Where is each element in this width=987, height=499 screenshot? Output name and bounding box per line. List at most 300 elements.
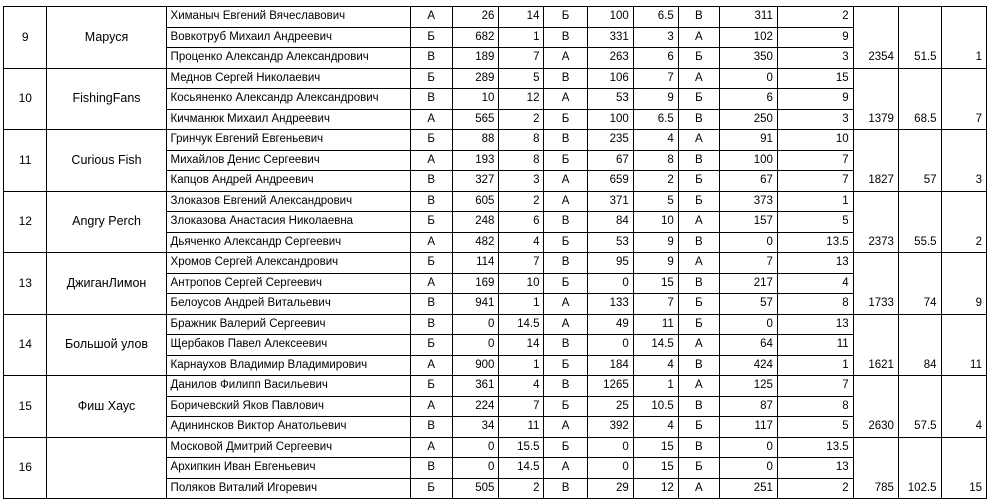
- sector-1: В: [410, 314, 452, 335]
- weight-3: 0: [720, 458, 778, 479]
- sector-3: Б: [678, 417, 719, 438]
- score-3: 4: [777, 273, 853, 294]
- weight-3: 91: [720, 130, 778, 151]
- weight-3: 67: [720, 171, 778, 192]
- weight-3: 0: [720, 232, 778, 253]
- participant-name: Данилов Филипп Васильевич: [166, 376, 410, 397]
- team-total-blank: [853, 314, 898, 335]
- team-name: Большой улов: [47, 314, 166, 376]
- team-name: ДжиганЛимон: [47, 253, 166, 315]
- score-2: 6.5: [633, 109, 678, 130]
- weight-3: 0: [720, 68, 778, 89]
- sector-2: Б: [544, 273, 587, 294]
- sector-3: В: [678, 7, 719, 28]
- weight-2: 106: [587, 68, 633, 89]
- weight-2: 371: [587, 191, 633, 212]
- results-body: [4, 7, 987, 499]
- sector-1: А: [410, 355, 452, 376]
- score-2: 14.5: [633, 335, 678, 356]
- weight-3: 100: [720, 150, 778, 171]
- team-place-blank: [941, 335, 986, 356]
- team-name: Angry Perch: [47, 191, 166, 253]
- score-2: 9: [633, 253, 678, 274]
- participant-name: Меднов Сергей Николаевич: [166, 68, 410, 89]
- table-row: [4, 7, 987, 28]
- participant-name: Злоказов Евгений Александрович: [166, 191, 410, 212]
- score-1: 1: [499, 294, 544, 315]
- participant-name: Карнаухов Владимир Владимирович: [166, 355, 410, 376]
- weight-2: 184: [587, 355, 633, 376]
- team-points-blank: [898, 376, 941, 397]
- team-place: 4: [941, 417, 986, 438]
- participant-name: Злоказова Анастасия Николаевна: [166, 212, 410, 233]
- team-points: 84: [898, 355, 941, 376]
- sector-3: Б: [678, 191, 719, 212]
- score-2: 10: [633, 212, 678, 233]
- weight-1: 0: [452, 314, 499, 335]
- weight-3: 87: [720, 396, 778, 417]
- weight-2: 0: [587, 335, 633, 356]
- table-row: [4, 376, 987, 397]
- team-total-blank: [853, 458, 898, 479]
- weight-1: 193: [452, 150, 499, 171]
- team-points: 51.5: [898, 48, 941, 69]
- weight-1: 289: [452, 68, 499, 89]
- team-number: 13: [4, 253, 47, 315]
- team-place-blank: [941, 191, 986, 212]
- sector-2: В: [544, 130, 587, 151]
- team-total-blank: [853, 376, 898, 397]
- team-name: Фиш Хаус: [47, 376, 166, 438]
- score-2: 7: [633, 68, 678, 89]
- sector-1: В: [410, 294, 452, 315]
- team-points: 102.5: [898, 478, 941, 499]
- team-name: Curious Fish: [47, 130, 166, 192]
- weight-1: 682: [452, 27, 499, 48]
- weight-1: 88: [452, 130, 499, 151]
- score-1: 12: [499, 89, 544, 110]
- sector-3: Б: [678, 171, 719, 192]
- participant-name: Щербаков Павел Алексеевич: [166, 335, 410, 356]
- weight-3: 157: [720, 212, 778, 233]
- team-number: 9: [4, 7, 47, 69]
- weight-2: 49: [587, 314, 633, 335]
- weight-2: 100: [587, 109, 633, 130]
- team-points-blank: [898, 396, 941, 417]
- sector-2: В: [544, 335, 587, 356]
- sector-2: А: [544, 294, 587, 315]
- weight-3: 0: [720, 437, 778, 458]
- weight-3: 251: [720, 478, 778, 499]
- sector-2: Б: [544, 355, 587, 376]
- weight-2: 95: [587, 253, 633, 274]
- team-number: 10: [4, 68, 47, 130]
- score-2: 15: [633, 437, 678, 458]
- weight-2: 25: [587, 396, 633, 417]
- weight-3: 7: [720, 253, 778, 274]
- team-place: 1: [941, 48, 986, 69]
- weight-2: 53: [587, 232, 633, 253]
- score-3: 8: [777, 396, 853, 417]
- sector-3: В: [678, 150, 719, 171]
- sector-1: А: [410, 437, 452, 458]
- team-points-blank: [898, 27, 941, 48]
- team-place-blank: [941, 253, 986, 274]
- score-2: 3: [633, 27, 678, 48]
- score-3: 8: [777, 294, 853, 315]
- score-3: 2: [777, 7, 853, 28]
- weight-2: 392: [587, 417, 633, 438]
- score-1: 8: [499, 150, 544, 171]
- score-1: 11: [499, 417, 544, 438]
- team-points-blank: [898, 437, 941, 458]
- team-points-blank: [898, 150, 941, 171]
- score-2: 10.5: [633, 396, 678, 417]
- sector-1: А: [410, 396, 452, 417]
- score-1: 1: [499, 27, 544, 48]
- team-place-blank: [941, 68, 986, 89]
- score-1: 2: [499, 109, 544, 130]
- team-total-weight: 1733: [853, 294, 898, 315]
- team-total-weight: 2373: [853, 232, 898, 253]
- sector-3: Б: [678, 314, 719, 335]
- team-total-weight: 2630: [853, 417, 898, 438]
- sector-3: Б: [678, 89, 719, 110]
- sector-3: А: [678, 27, 719, 48]
- team-total-weight: 785: [853, 478, 898, 499]
- team-place: 15: [941, 478, 986, 499]
- sector-2: В: [544, 212, 587, 233]
- score-2: 11: [633, 314, 678, 335]
- team-total-weight: 1827: [853, 171, 898, 192]
- team-total-blank: [853, 396, 898, 417]
- team-place: 7: [941, 109, 986, 130]
- weight-1: 0: [452, 458, 499, 479]
- team-total-blank: [853, 27, 898, 48]
- sector-2: А: [544, 191, 587, 212]
- team-place-blank: [941, 458, 986, 479]
- score-3: 13: [777, 314, 853, 335]
- sector-1: В: [410, 171, 452, 192]
- team-place-blank: [941, 314, 986, 335]
- sector-3: А: [678, 68, 719, 89]
- score-2: 4: [633, 130, 678, 151]
- team-points: 55.5: [898, 232, 941, 253]
- team-points-blank: [898, 314, 941, 335]
- score-3: 3: [777, 109, 853, 130]
- participant-name: Боричевский Яков Павлович: [166, 396, 410, 417]
- weight-1: 0: [452, 335, 499, 356]
- weight-3: 311: [720, 7, 778, 28]
- sector-3: В: [678, 437, 719, 458]
- team-points-blank: [898, 130, 941, 151]
- team-place-blank: [941, 7, 986, 28]
- score-1: 4: [499, 232, 544, 253]
- weight-1: 34: [452, 417, 499, 438]
- score-2: 6: [633, 48, 678, 69]
- score-3: 10: [777, 130, 853, 151]
- sector-2: Б: [544, 109, 587, 130]
- weight-2: 1265: [587, 376, 633, 397]
- weight-3: 102: [720, 27, 778, 48]
- team-total-blank: [853, 273, 898, 294]
- sector-1: В: [410, 89, 452, 110]
- score-1: 14: [499, 335, 544, 356]
- score-2: 1: [633, 376, 678, 397]
- sector-2: В: [544, 376, 587, 397]
- team-total-blank: [853, 130, 898, 151]
- sector-3: А: [678, 253, 719, 274]
- weight-1: 114: [452, 253, 499, 274]
- score-3: 5: [777, 212, 853, 233]
- weight-2: 67: [587, 150, 633, 171]
- score-2: 7: [633, 294, 678, 315]
- score-2: 5: [633, 191, 678, 212]
- weight-2: 133: [587, 294, 633, 315]
- sector-2: А: [544, 458, 587, 479]
- weight-3: 250: [720, 109, 778, 130]
- team-place: 3: [941, 171, 986, 192]
- participant-name: Антропов Сергей Сергеевич: [166, 273, 410, 294]
- weight-1: 0: [452, 437, 499, 458]
- sector-3: В: [678, 355, 719, 376]
- score-1: 4: [499, 376, 544, 397]
- participant-name: Косьяненко Александр Александрович: [166, 89, 410, 110]
- weight-2: 53: [587, 89, 633, 110]
- score-2: 15: [633, 273, 678, 294]
- weight-2: 331: [587, 27, 633, 48]
- sector-3: Б: [678, 458, 719, 479]
- score-3: 13: [777, 458, 853, 479]
- participant-name: Кичманюк Михаил Андреевич: [166, 109, 410, 130]
- score-2: 4: [633, 417, 678, 438]
- weight-3: 373: [720, 191, 778, 212]
- score-1: 10: [499, 273, 544, 294]
- score-2: 9: [633, 232, 678, 253]
- team-points-blank: [898, 253, 941, 274]
- team-points: 74: [898, 294, 941, 315]
- weight-2: 84: [587, 212, 633, 233]
- sector-1: Б: [410, 335, 452, 356]
- team-total-blank: [853, 68, 898, 89]
- weight-2: 0: [587, 273, 633, 294]
- sector-3: А: [678, 478, 719, 499]
- weight-1: 10: [452, 89, 499, 110]
- weight-1: 565: [452, 109, 499, 130]
- score-3: 1: [777, 191, 853, 212]
- score-2: 15: [633, 458, 678, 479]
- table-row: [4, 314, 987, 335]
- score-1: 14: [499, 7, 544, 28]
- sector-1: В: [410, 191, 452, 212]
- score-1: 2: [499, 191, 544, 212]
- team-place-blank: [941, 212, 986, 233]
- score-3: 7: [777, 150, 853, 171]
- score-1: 1: [499, 355, 544, 376]
- sector-2: Б: [544, 437, 587, 458]
- weight-3: 350: [720, 48, 778, 69]
- score-3: 11: [777, 335, 853, 356]
- team-points-blank: [898, 191, 941, 212]
- score-3: 9: [777, 27, 853, 48]
- sector-1: А: [410, 232, 452, 253]
- team-total-weight: 1379: [853, 109, 898, 130]
- participant-name: Капцов Андрей Андреевич: [166, 171, 410, 192]
- score-3: 1: [777, 355, 853, 376]
- team-place-blank: [941, 396, 986, 417]
- weight-2: 0: [587, 437, 633, 458]
- score-3: 3: [777, 48, 853, 69]
- score-3: 7: [777, 171, 853, 192]
- participant-name: Михайлов Денис Сергеевич: [166, 150, 410, 171]
- team-total-weight: 2354: [853, 48, 898, 69]
- team-points-blank: [898, 335, 941, 356]
- weight-1: 224: [452, 396, 499, 417]
- participant-name: Гринчук Евгений Евгеньевич: [166, 130, 410, 151]
- score-1: 8: [499, 130, 544, 151]
- score-1: 15.5: [499, 437, 544, 458]
- sector-2: В: [544, 27, 587, 48]
- team-place-blank: [941, 89, 986, 110]
- weight-2: 0: [587, 458, 633, 479]
- score-3: 13: [777, 253, 853, 274]
- team-place-blank: [941, 27, 986, 48]
- score-3: 5: [777, 417, 853, 438]
- team-number: 15: [4, 376, 47, 438]
- score-1: 5: [499, 68, 544, 89]
- participant-name: Химаныч Евгений Вячеславович: [166, 7, 410, 28]
- score-1: 6: [499, 212, 544, 233]
- sector-1: Б: [410, 212, 452, 233]
- results-table: [3, 6, 987, 499]
- sector-1: В: [410, 458, 452, 479]
- weight-1: 900: [452, 355, 499, 376]
- sector-3: А: [678, 376, 719, 397]
- score-2: 2: [633, 171, 678, 192]
- team-number: 16: [4, 437, 47, 499]
- score-2: 12: [633, 478, 678, 499]
- team-points-blank: [898, 458, 941, 479]
- score-3: 7: [777, 376, 853, 397]
- team-points-blank: [898, 212, 941, 233]
- sector-3: А: [678, 130, 719, 151]
- sector-1: А: [410, 150, 452, 171]
- score-1: 7: [499, 396, 544, 417]
- score-3: 15: [777, 68, 853, 89]
- sector-3: В: [678, 232, 719, 253]
- team-points: 57: [898, 171, 941, 192]
- sector-2: А: [544, 171, 587, 192]
- sector-2: В: [544, 253, 587, 274]
- team-total-blank: [853, 191, 898, 212]
- sector-2: А: [544, 417, 587, 438]
- table-row: [4, 68, 987, 89]
- weight-1: 361: [452, 376, 499, 397]
- team-points-blank: [898, 89, 941, 110]
- weight-3: 424: [720, 355, 778, 376]
- participant-name: Проценко Александр Александрович: [166, 48, 410, 69]
- team-place-blank: [941, 273, 986, 294]
- sector-2: В: [544, 68, 587, 89]
- score-1: 7: [499, 48, 544, 69]
- team-points-blank: [898, 68, 941, 89]
- weight-1: 941: [452, 294, 499, 315]
- sector-3: В: [678, 273, 719, 294]
- participant-name: Бражник Валерий Сергеевич: [166, 314, 410, 335]
- weight-2: 263: [587, 48, 633, 69]
- weight-2: 659: [587, 171, 633, 192]
- table-row: [4, 191, 987, 212]
- sector-1: А: [410, 273, 452, 294]
- weight-1: 248: [452, 212, 499, 233]
- sector-3: Б: [678, 294, 719, 315]
- team-number: 12: [4, 191, 47, 253]
- participant-name: Адининсков Виктор Анатольевич: [166, 417, 410, 438]
- team-place-blank: [941, 437, 986, 458]
- sector-1: Б: [410, 68, 452, 89]
- weight-3: 125: [720, 376, 778, 397]
- sector-1: Б: [410, 478, 452, 499]
- sector-3: Б: [678, 48, 719, 69]
- sector-1: Б: [410, 27, 452, 48]
- team-total-weight: 1621: [853, 355, 898, 376]
- weight-3: 217: [720, 273, 778, 294]
- team-total-blank: [853, 335, 898, 356]
- sector-2: Б: [544, 396, 587, 417]
- team-place: 9: [941, 294, 986, 315]
- participant-name: Московой Дмитрий Сергеевич: [166, 437, 410, 458]
- sector-1: Б: [410, 376, 452, 397]
- team-place: 2: [941, 232, 986, 253]
- sector-2: Б: [544, 150, 587, 171]
- table-row: [4, 130, 987, 151]
- score-1: 7: [499, 253, 544, 274]
- score-2: 9: [633, 89, 678, 110]
- sector-2: А: [544, 89, 587, 110]
- weight-3: 57: [720, 294, 778, 315]
- weight-1: 605: [452, 191, 499, 212]
- weight-1: 505: [452, 478, 499, 499]
- sector-3: В: [678, 396, 719, 417]
- team-number: 14: [4, 314, 47, 376]
- score-3: 9: [777, 89, 853, 110]
- sector-1: Б: [410, 130, 452, 151]
- team-points: 57.5: [898, 417, 941, 438]
- weight-1: 169: [452, 273, 499, 294]
- sector-2: А: [544, 48, 587, 69]
- sector-2: Б: [544, 232, 587, 253]
- score-1: 2: [499, 478, 544, 499]
- sector-3: В: [678, 109, 719, 130]
- weight-3: 117: [720, 417, 778, 438]
- weight-1: 327: [452, 171, 499, 192]
- participant-name: Поляков Виталий Игоревич: [166, 478, 410, 499]
- team-place: 11: [941, 355, 986, 376]
- team-name: [47, 437, 166, 499]
- score-2: 6.5: [633, 7, 678, 28]
- score-3: 2: [777, 478, 853, 499]
- participant-name: Архипкин Иван Евгеньевич: [166, 458, 410, 479]
- score-3: 13.5: [777, 437, 853, 458]
- participant-name: Хромов Сергей Александрович: [166, 253, 410, 274]
- weight-3: 0: [720, 314, 778, 335]
- weight-3: 6: [720, 89, 778, 110]
- team-total-blank: [853, 150, 898, 171]
- sector-1: А: [410, 109, 452, 130]
- team-total-blank: [853, 89, 898, 110]
- table-row: [4, 253, 987, 274]
- participant-name: Вовкотруб Михаил Андреевич: [166, 27, 410, 48]
